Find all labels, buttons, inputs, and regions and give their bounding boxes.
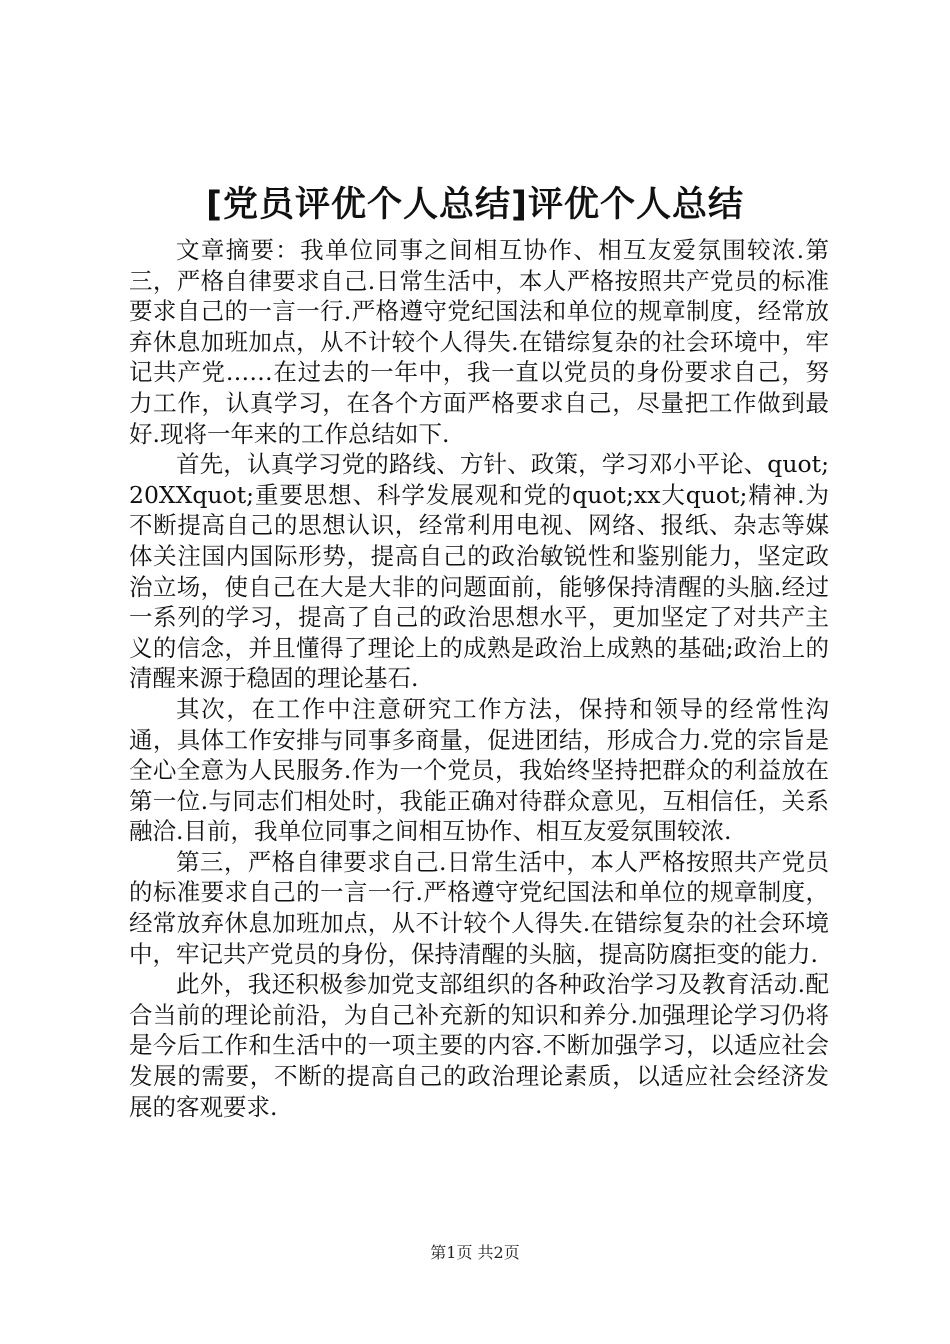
paragraph-abstract: 文章摘要：我单位同事之间相互协作、相互友爱氛围较浓.第三，严格自律要求自己.日常生活中，本人严格按照共产党员的标准要求自己的一言一行.严格遵守党纪国法和单位的规章制度，经常放弃休息加班加点，从不计较个人得失.在错综复杂的社会环境中，牢记共产党……在过去的一年中，我一直以党员的身份要求自己，努力工作，认真学习，在各个方面严格要求自己，尽量把工作做到最好.现将一年来的工作总结如下. xyxy=(129,236,829,448)
paragraph-second: 其次，在工作中注意研究工作方法，保持和领导的经常性沟通，具体工作安排与同事多商量，促进团结，形成合力.党的宗旨是全心全意为人民服务.作为一个党员，我始终坚持把群众的利益放在第一位.与同志们相处时，我能正确对待群众意见，互相信任，关系融洽.目前，我单位同事之间相互协作、相互友爱氛围较浓. xyxy=(129,694,829,846)
paragraph-additionally: 此外，我还积极参加党支部组织的各种政治学习及教育活动.配合当前的理论前沿，为自己补充新的知识和养分.加强理论学习仍将是今后工作和生活中的一项主要的内容.不断加强学习，以适应社会发展的需要，不断的提高自己的政治理论素质，以适应社会经济发展的客观要求. xyxy=(129,970,829,1121)
page-number-footer: 第1页 共2页 xyxy=(430,1243,520,1262)
paragraph-third: 第三，严格自律要求自己.日常生活中，本人严格按照共产党员的标准要求自己的一言一行.严格遵守党纪国法和单位的规章制度，经常放弃休息加班加点，从不计较个人得失.在错综复杂的社会环境中，牢记共产党员的身份，保持清醒的头脑，提高防腐拒变的能力. xyxy=(129,847,829,968)
document-body xyxy=(129,235,829,1122)
paragraph-first: 首先，认真学习党的路线、方针、政策，学习邓小平论、quot;20XXquot;重要思想、科学发展观和党的quot;xx大quot;精神.为不断提高自己的思想认识，经常利用电视、网络、报纸、杂志等媒体关注国内国际形势，提高自己的政治敏锐性和鉴别能力，坚定政治立场，使自己在大是大非的问题面前，能够保持清醒的头脑.经过一系列的学习，提高了自己的政治思想水平，更加坚定了对共产主义的信念，并且懂得了理论上的成熟是政治上成熟的基础;政治上的清醒来源于稳固的理论基石. xyxy=(129,450,829,693)
document-title: [党员评优个人总结]评优个人总结 xyxy=(206,185,744,225)
